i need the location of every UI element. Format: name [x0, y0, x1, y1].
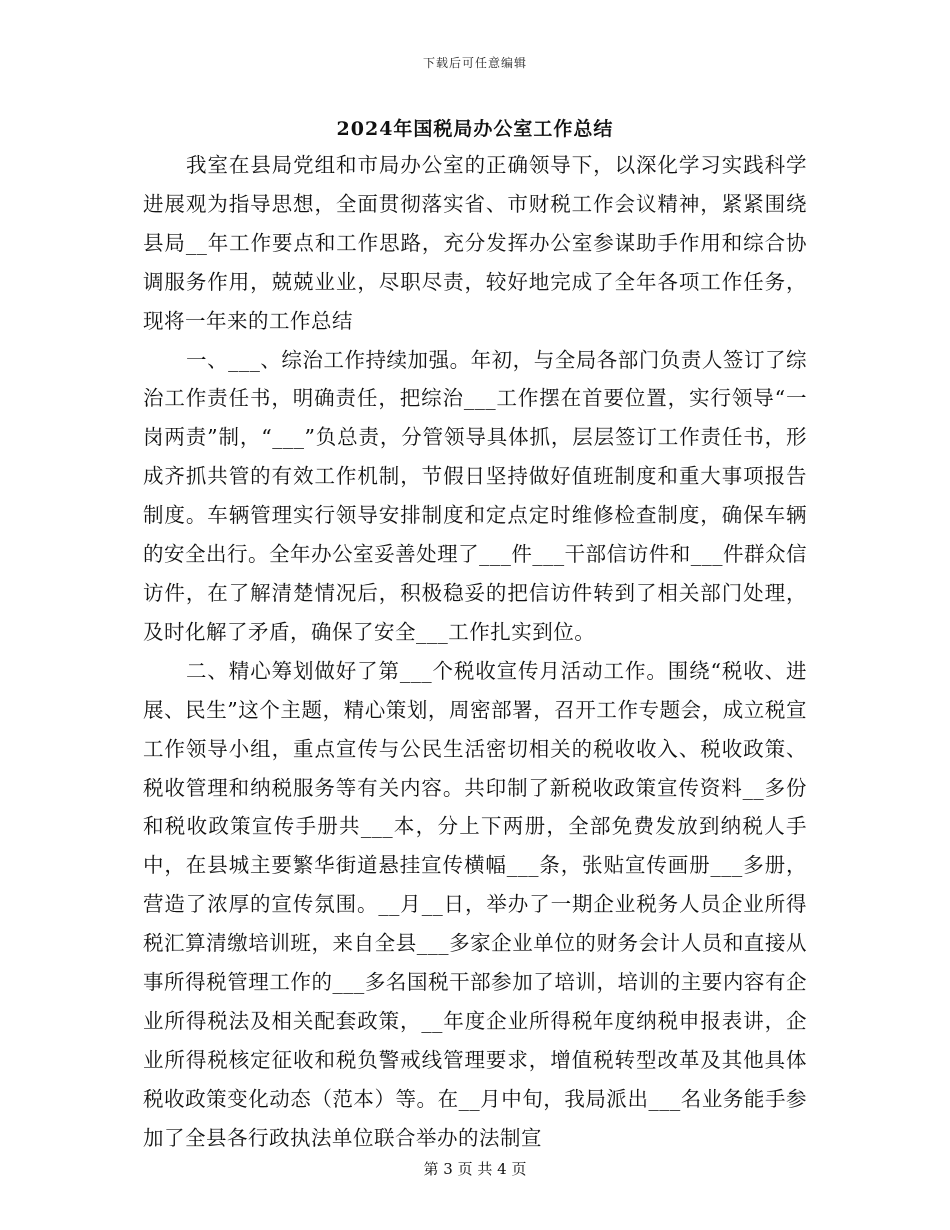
- document-title: 2024年国税局办公室工作总结: [336, 118, 614, 140]
- paragraph-section-1: 一、___、综治工作持续加强。年初，与全局各部门负责人签订了综治工作责任书，明确责任，把综治___工作摆在首要位置，实行领导“一岗两责”制，“___”负总责，分管领导具体抓，层层签订工作责任书，形成齐抓共管的有效工作机制，节假日坚持做好值班制度和重大事项报告制度。车辆管理实行领导安排制度和定点定时维修检查制度，确保车辆的安全出行。全年办公室妥善处理了___件___干部信访件和___件群众信访件，在了解清楚情况后，积极稳妥的把信访件转到了相关部门处理，及时化解了矛盾，确保了安全___工作扎实到位。: [143, 347, 807, 644]
- paragraph-section-2: 二、精心筹划做好了第___个税收宣传月活动工作。围绕“税收、进展、民生”这个主题，精心策划，周密部署，召开工作专题会，成立税宣工作领导小组，重点宣传与公民生活密切相关的税收收入、税收政策、税收管理和纳税服务等有关内容。共印制了新税收政策宣传资料__多份和税收政策宣传手册共___本，分上下两册，全部免费发放到纳税人手中，在县城主要繁华街道悬挂宣传横幅___条，张贴宣传画册___多册，营造了浓厚的宣传氛围。__月__日，举办了一期企业税务人员企业所得税汇算清缴培训班，来自全县___多家企业单位的财务会计人员和直接从事所得税管理工作的___多名国税干部参加了培训，培训的主要内容有企业所得税法及相关配套政策，__年度企业所得税年度纳税申报表讲，企业所得税核定征收和税负警戒线管理要求，增值税转型改革及其他具体税收政策变化动态（范本）等。在__月中旬，我局派出___名业务能手参加了全县各行政执法单位联合举办的法制宣: [143, 658, 807, 1150]
- header-note: 下载后可任意编辑: [422, 56, 527, 70]
- page-number-footer: 第 3 页 共 4 页: [423, 1160, 527, 1178]
- document-body: [143, 146, 807, 1158]
- paragraph-intro: 我室在县局党组和市局办公室的正确领导下，以深化学习实践科学进展观为指导思想，全面贯彻落实省、市财税工作会议精神，紧紧围绕县局__年工作要点和工作思路，充分发挥办公室参谋助手作用和综合协调服务作用，兢兢业业，尽职尽责，较好地完成了全年各项工作任务，现将一年来的工作总结: [143, 153, 807, 333]
